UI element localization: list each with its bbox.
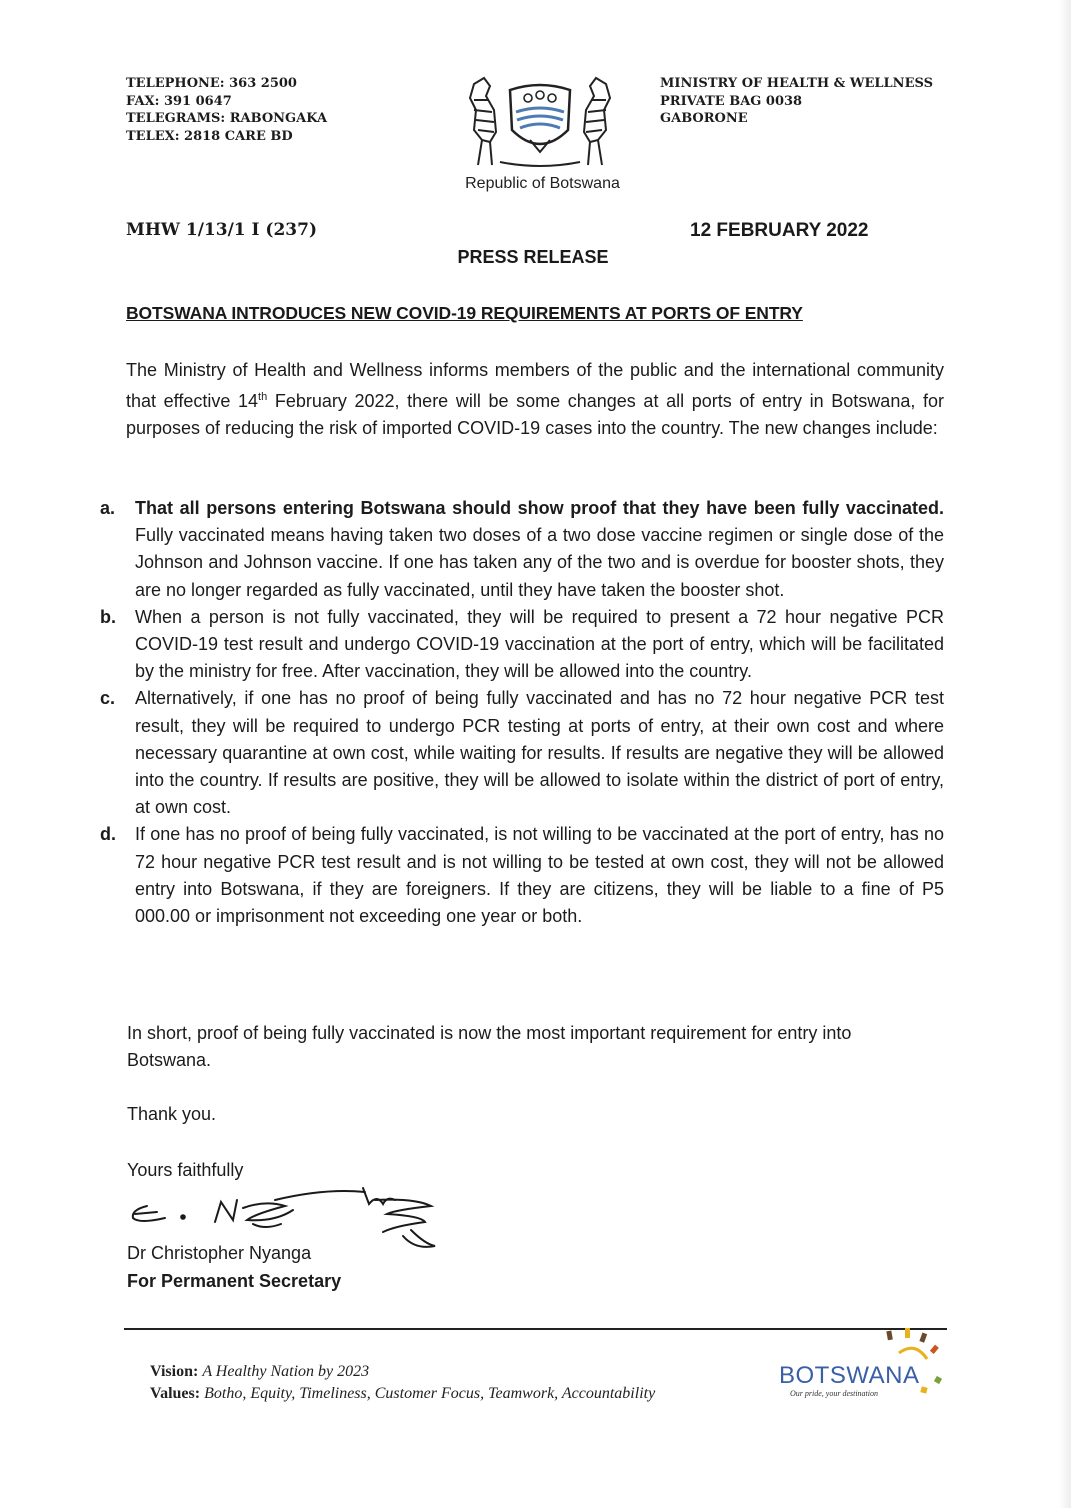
intro-paragraph: [126, 357, 944, 443]
list-marker: b.: [100, 606, 116, 627]
signature-icon: [125, 1170, 445, 1250]
letterhead-contacts: [126, 75, 327, 145]
brand-name: BOTSWANA: [779, 1362, 920, 1389]
values-text: Botho, Equity, Timeliness, Customer Focus, Teamwork, Accountability: [204, 1385, 656, 1402]
brand-tagline: Our pride, your destination: [790, 1389, 878, 1398]
thanks-line: Thank you.: [127, 1104, 217, 1124]
summary-paragraph: In short, proof of being fully vaccinated is now the most important requirement for entry into Botswana.: [127, 1023, 852, 1071]
intro-text-end: February 2022, there will be some changes at all ports of entry in Botswana, for purposes of reducing the risk of imported COVID-19 cases into the country. The new changes include:: [126, 391, 944, 439]
telex-line: TELEX: 2818 CARE BD: [126, 128, 293, 144]
list-marker: c.: [100, 688, 116, 709]
list-item: [100, 685, 944, 821]
vision-label: Vision:: [150, 1363, 199, 1380]
scan-edge-shadow: [1059, 0, 1071, 1508]
signer-title: For Permanent Secretary: [127, 1271, 342, 1291]
requirements-list: [100, 495, 944, 930]
headline: BOTSWANA INTRODUCES NEW COVID-19 REQUIREMENTS AT PORTS OF ENTRY: [126, 303, 803, 323]
republic-label: Republic of Botswana: [465, 175, 620, 192]
list-marker: d.: [100, 824, 116, 845]
list-item: [100, 604, 944, 686]
list-item-text: If one has no proof of being fully vaccinated, is not willing to be vaccinated at the port of entry, has no 72 hour negative PCR test result and is not willing to be tested at own cost, they will not be allowed entry into Botswana, if they are foreigners. If they are citizens, they will be liable to a fine of P5 000.00 or imprisonment not exceeding one year or both.: [135, 824, 944, 927]
intro-text-start: The Ministry of Health and Wellness informs members of the public and the international community that effective 14: [126, 360, 944, 412]
values-label: Values:: [150, 1385, 201, 1402]
list-item-text: When a person is not fully vaccinated, they will be required to present a 72 hour negative PCR COVID-19 test result and undergo COVID-19 vaccination at the port of entry, which will be facilitated by the ministry for free. After vaccination, they will be allowed into the country.: [135, 606, 944, 682]
vision-line: [150, 1361, 655, 1383]
list-item: [100, 495, 944, 604]
vision-text: A Healthy Nation by 2023: [202, 1363, 370, 1380]
list-item-bold: That all persons entering Botswana should show proof that they have been fully vaccinated.: [135, 498, 944, 518]
private-bag: PRIVATE BAG 0038: [660, 93, 803, 109]
botswana-coat-of-arms-icon: [460, 70, 620, 170]
ministry-address: [660, 75, 933, 128]
press-release-title: PRESS RELEASE: [457, 247, 609, 267]
footer-vision-values: [150, 1361, 655, 1405]
telephone-line: TELEPHONE: 363 2500: [126, 76, 297, 91]
fax-line: FAX: 391 0647: [126, 93, 232, 109]
reference-number: MHW 1/13/1 I (237): [126, 220, 317, 240]
list-item: [100, 821, 944, 930]
intro-ordinal: th: [258, 391, 268, 404]
list-marker: a.: [100, 498, 116, 518]
ministry-name: MINISTRY OF HEALTH & WELLNESS: [660, 76, 933, 91]
telegrams-line: TELEGRAMS: RABONGAKA: [126, 111, 328, 126]
list-item-text: Fully vaccinated means having taken two doses of a two dose vaccine regimen or single dose of the Johnson and Johnson vaccine. If one has taken any of the two and is overdue for booster shots, they are no longer regarded as fully vaccinated, until they have taken the booster shot.: [135, 525, 944, 600]
list-item-text: Alternatively, if one has no proof of being fully vaccinated and has no 72 hour negative PCR test result, they will be required to undergo PCR testing at ports of entry, at their own cost and where necessary quarantine at own cost, while waiting for results. If results are negative they will be allowed into the country. If results are positive, they will be allowed to isolate within the district of port of entry, at own cost.: [135, 688, 944, 818]
signer-name: Dr Christopher Nyanga: [127, 1243, 312, 1263]
values-line: [150, 1383, 655, 1405]
release-date: 12 FEBRUARY 2022: [690, 220, 869, 241]
city: GABORONE: [660, 111, 748, 126]
closing-line: Yours faithfully: [127, 1160, 244, 1180]
